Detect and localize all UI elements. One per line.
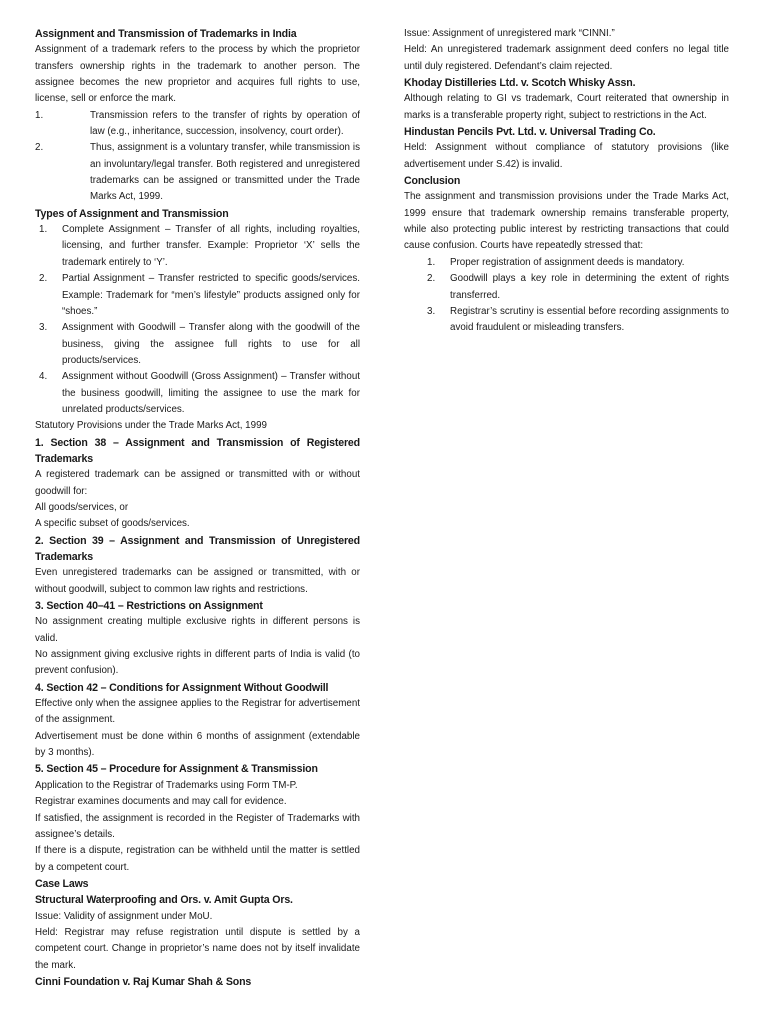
section-42-text: Advertisement must be done within 6 months of assignment (extendable by 3 months). bbox=[35, 730, 360, 759]
item-number: 1. bbox=[39, 224, 48, 236]
section-39-text: Even unregistered trademarks can be assigned or transmitted, with or without goodwill, subject to common law rights and restrictions. bbox=[35, 567, 360, 595]
definition-point bbox=[35, 108, 360, 141]
types-list bbox=[35, 222, 360, 418]
item-text: Assignment with Goodwill – Transfer along with the goodwill of the business, giving the assignee full rights to use for all products/services. bbox=[62, 322, 360, 366]
section-45-heading: 5. Section 45 – Procedure for Assignment & Transmission bbox=[35, 763, 318, 776]
conclusion-paragraph: The assignment and transmission provisions under the Trade Marks Act, 1999 ensure that trademark ownership remains transferable property, while also protecting public interest by restricting transactions that could cause confusion. Courts have repeatedly stressed that: bbox=[404, 191, 729, 252]
list-item bbox=[35, 271, 360, 320]
item-text: Complete Assignment – Transfer of all rights, including royalties, licensing, and further transfer. Example: Proprietor ‘X’ sells the trademark entirely to ‘Y’. bbox=[62, 224, 360, 268]
conclusion-list bbox=[404, 255, 729, 337]
case-heading: Structural Waterproofing and Ors. v. Amit Gupta Ors. bbox=[35, 894, 293, 907]
item-number: 3. bbox=[427, 305, 436, 317]
section-38-text: A specific subset of goods/services. bbox=[35, 518, 190, 530]
item-number: 2. bbox=[427, 273, 436, 285]
section-45-text: If there is a dispute, registration can be withheld until the matter is settled by a competent court. bbox=[35, 845, 360, 873]
case-heading: Cinni Foundation v. Raj Kumar Shah & Sons bbox=[35, 975, 252, 988]
section-40-text: No assignment creating multiple exclusive rights in different persons is valid. bbox=[35, 616, 360, 644]
section-45-text: Registrar examines documents and may call for evidence. bbox=[35, 796, 287, 808]
case-laws-heading: Case Laws bbox=[35, 877, 89, 890]
point-text: Transmission refers to the transfer of rights by operation of law (e.g., inheritance, succession, insolvency, court order). bbox=[90, 109, 360, 138]
item-text: Goodwill plays a key role in determining the extent of rights transferred. bbox=[450, 273, 729, 301]
section-45-text: If satisfied, the assignment is recorded in the Register of Trademarks with assignee’s details. bbox=[35, 812, 360, 840]
section-39-heading: 2. Section 39 – Assignment and Transmission of Unregistered Trademarks bbox=[35, 534, 360, 563]
item-number: 4. bbox=[39, 371, 48, 383]
definition-points bbox=[35, 108, 360, 206]
section-38-text: A registered trademark can be assigned or transmitted with or without goodwill for: bbox=[35, 469, 360, 497]
list-item bbox=[404, 271, 729, 304]
document-title: Assignment and Transmission of Trademarks in India bbox=[35, 28, 297, 40]
section-38-text: All goods/services, or bbox=[35, 501, 129, 513]
conclusion-heading: Conclusion bbox=[404, 175, 461, 188]
statutory-line: Statutory Provisions under the Trade Marks Act, 1999 bbox=[35, 420, 267, 432]
section-45-text: Application to the Registrar of Trademarks using Form TM-P. bbox=[35, 779, 298, 791]
section-42-heading: 4. Section 42 – Conditions for Assignment Without Goodwill bbox=[35, 681, 329, 694]
section-40-heading: 3. Section 40–41 – Restrictions on Assignment bbox=[35, 600, 263, 613]
intro-paragraph: Assignment of a trademark refers to the process by which the proprietor transfers ownership rights in the trademark to another person. The assignee becomes the new proprietor and acquires full rights to use, license, sell or enforce the mark. bbox=[35, 44, 360, 105]
list-item bbox=[35, 320, 360, 369]
item-number: 2. bbox=[39, 273, 48, 285]
item-text: Registrar’s scrutiny is essential before recording assignments to avoid fraudulent or misleading transfers. bbox=[450, 305, 729, 334]
case-held: Held: An unregistered trademark assignment deed confers no legal title until duly registered. Defendant’s claim rejected. bbox=[404, 44, 729, 72]
point-text: Thus, assignment is a voluntary transfer, while transmission is an involuntary/legal transfer. Both registered and unregistered trademarks can be assigned or transmitted under the Trade Marks Act, 1999. bbox=[90, 142, 360, 203]
section-40-text: No assignment giving exclusive rights in different parts of India is valid (to prevent confusion). bbox=[35, 649, 360, 677]
point-number: 2. bbox=[35, 142, 44, 154]
left-column bbox=[35, 26, 360, 990]
list-item bbox=[404, 304, 729, 337]
case-held: Held: Assignment without compliance of statutory provisions (like advertisement under S.42) is invalid. bbox=[404, 142, 729, 170]
point-number: 1. bbox=[35, 109, 44, 121]
item-text: Partial Assignment – Transfer restricted to specific goods/services. Example: Trademark for “men’s lifestyle” products assigned only for “shoes.” bbox=[62, 273, 360, 317]
item-number: 1. bbox=[427, 256, 436, 268]
list-item bbox=[404, 255, 729, 271]
section-38-heading: 1. Section 38 – Assignment and Transmission of Registered Trademarks bbox=[35, 436, 360, 465]
item-text: Assignment without Goodwill (Gross Assignment) – Transfer without the business goodwill, limiting the assignee to use the mark for unrelated products/services. bbox=[62, 371, 360, 415]
case-heading: Khoday Distilleries Ltd. v. Scotch Whisky Assn. bbox=[404, 77, 636, 90]
list-item bbox=[35, 222, 360, 271]
case-held: Held: Registrar may refuse registration until dispute is settled by a competent court. Change in proprietor’s name does not by itself invalidate the mark. bbox=[35, 926, 360, 971]
case-issue: Issue: Validity of assignment under MoU. bbox=[35, 910, 213, 922]
case-issue: Issue: Assignment of unregistered mark “CINNI.” bbox=[404, 28, 615, 39]
list-item bbox=[35, 369, 360, 418]
item-text: Proper registration of assignment deeds is mandatory. bbox=[450, 256, 685, 268]
right-column bbox=[404, 26, 729, 337]
item-number: 3. bbox=[39, 322, 48, 334]
types-heading: Types of Assignment and Transmission bbox=[35, 207, 229, 220]
section-42-text: Effective only when the assignee applies to the Registrar for advertisement of the assignment. bbox=[35, 698, 360, 726]
case-heading: Hindustan Pencils Pvt. Ltd. v. Universal Trading Co. bbox=[404, 126, 656, 139]
definition-point bbox=[35, 140, 360, 205]
case-text: Although relating to GI vs trademark, Court reiterated that ownership in marks is a transferable property right, subject to restrictions in the Act. bbox=[404, 93, 729, 121]
